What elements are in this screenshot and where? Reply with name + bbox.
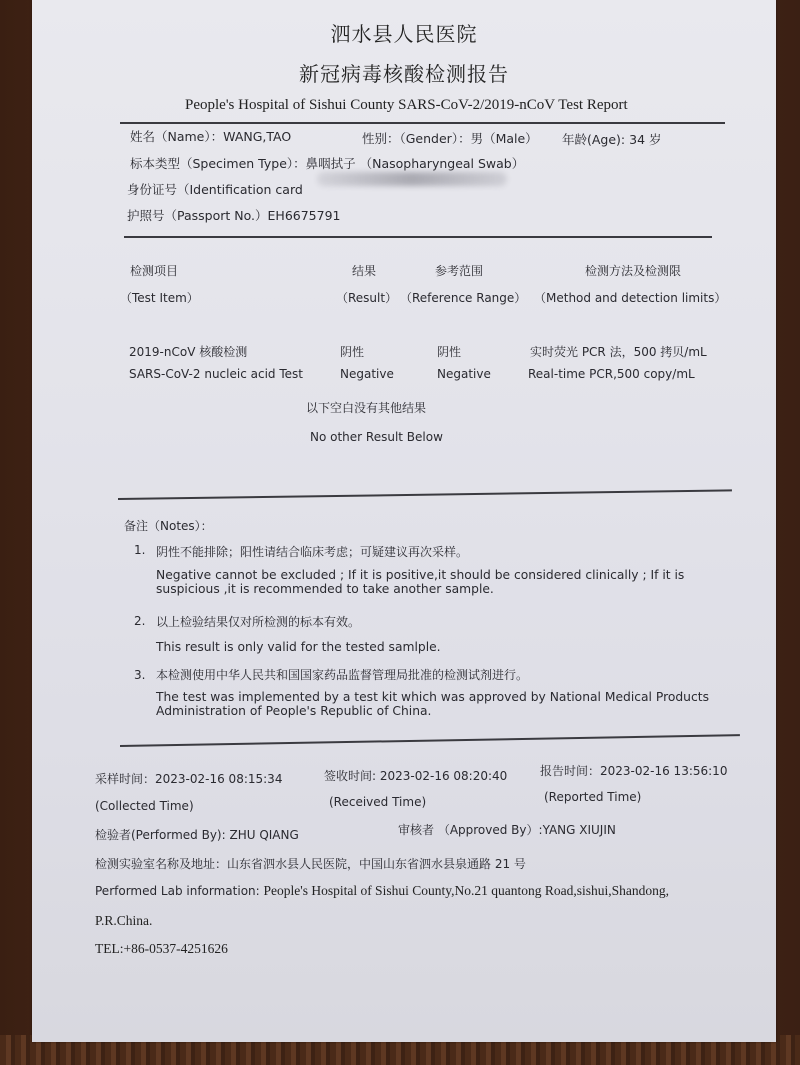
header-method-cn: 检测方法及检测限 bbox=[585, 264, 682, 278]
test-report-paper bbox=[32, 0, 776, 1042]
reference-cn: 阴性 bbox=[437, 345, 462, 359]
test-item-en: SARS-CoV-2 nucleic acid Test bbox=[129, 367, 303, 381]
note-number: 1. bbox=[134, 543, 146, 557]
lab-info-value: People's Hospital of Sishui County,No.21 quantong Road,sishui,Shandong, bbox=[263, 883, 669, 898]
header-reference-en: （Reference Range） bbox=[400, 291, 527, 305]
test-item-cn: 2019-nCoV 核酸检测 bbox=[129, 345, 248, 359]
results-divider bbox=[118, 489, 732, 499]
note-cn: 以上检验结果仅对所检测的标本有效。 bbox=[156, 615, 361, 629]
collected-time-en: (Collected Time) bbox=[95, 799, 194, 813]
header-method-en: （Method and detection limits） bbox=[534, 291, 727, 305]
reported-time-cn: 报告时间：2023-02-16 13:56:10 bbox=[540, 764, 728, 778]
redaction-blur bbox=[317, 172, 507, 186]
no-other-result-cn: 以下空白没有其他结果 bbox=[306, 401, 427, 415]
note-number: 3. bbox=[134, 668, 146, 682]
lab-info-country: P.R.China. bbox=[95, 913, 153, 928]
lab-info-en bbox=[95, 880, 669, 899]
specimen-field bbox=[130, 154, 524, 172]
id-card-label: 身份证号（Identification card bbox=[127, 182, 303, 197]
id-card-field bbox=[127, 180, 303, 198]
note-cn: 本检测使用中华人民共和国国家药品监督管理局批准的检测试剂进行。 bbox=[156, 668, 529, 682]
name-label: 姓名（Name）： bbox=[130, 129, 224, 144]
age-label: 年龄(Age): bbox=[562, 132, 626, 147]
method-cn: 实时荧光 PCR 法，500 拷贝/mL bbox=[530, 345, 707, 359]
result-cn: 阴性 bbox=[340, 345, 365, 359]
method-en: Real-time PCR,500 copy/mL bbox=[528, 367, 695, 381]
note-cn: 阴性不能排除；阳性请结合临床考虑；可疑建议再次采样。 bbox=[156, 545, 469, 559]
gender-label: 性别：（Gender）： bbox=[362, 131, 471, 146]
specimen-value: 鼻咽拭子 （Nasopharyngeal Swab） bbox=[305, 156, 525, 171]
note-en: The test was implemented by a test kit which was approved by National Medical Products Administration of People's Republic of China. bbox=[156, 690, 709, 718]
lab-address-cn: 检测实验室名称及地址：山东省泗水县人民医院，中国山东省泗水县泉通路 21 号 bbox=[95, 857, 526, 871]
received-time-en: (Received Time) bbox=[329, 795, 427, 809]
passport-label: 护照号（Passport No.） bbox=[127, 208, 268, 223]
received-time-cn: 签收时间: 2023-02-16 08:20:40 bbox=[324, 769, 508, 783]
reported-time-en: (Reported Time) bbox=[544, 790, 642, 804]
notes-title: 备注（Notes）： bbox=[124, 519, 213, 533]
note-en: Negative cannot be excluded ; If it is positive,it should be considered clinically ; If it is suspicious ,it is recommended to take another sample. bbox=[156, 568, 685, 596]
reference-en: Negative bbox=[437, 367, 491, 381]
note-en: This result is only valid for the tested samlple. bbox=[156, 640, 441, 654]
gender-value: 男（Male） bbox=[470, 131, 538, 146]
header-test-item-cn: 检测项目 bbox=[130, 264, 179, 278]
header-result-en: （Result） bbox=[336, 291, 398, 305]
name-field bbox=[130, 127, 291, 145]
no-other-result-en: No other Result Below bbox=[310, 430, 443, 444]
header-result-cn: 结果 bbox=[352, 264, 377, 278]
age-field bbox=[562, 130, 662, 148]
hospital-name-cn: 泗水县人民医院 bbox=[330, 22, 478, 46]
specimen-label: 标本类型（Specimen Type）： bbox=[130, 156, 306, 171]
name-value: WANG,TAO bbox=[223, 129, 292, 144]
header-reference-cn: 参考范围 bbox=[435, 264, 484, 278]
lab-telephone: TEL:+86-0537-4251626 bbox=[95, 941, 228, 956]
passport-field bbox=[127, 206, 340, 224]
passport-value: EH6675791 bbox=[267, 208, 341, 223]
patient-divider bbox=[124, 236, 712, 238]
gender-field bbox=[362, 129, 538, 147]
notes-divider bbox=[120, 734, 740, 746]
lab-info-label: Performed Lab information: bbox=[95, 884, 264, 898]
header-test-item-en: （Test Item） bbox=[120, 291, 199, 305]
performed-by: 检验者(Performed By): ZHU QIANG bbox=[95, 828, 299, 842]
collected-time-cn: 采样时间：2023-02-16 08:15:34 bbox=[95, 772, 283, 786]
report-title-cn: 新冠病毒核酸检测报告 bbox=[299, 62, 509, 86]
approved-by: 审核者 （Approved By）:YANG XIUJIN bbox=[398, 823, 616, 837]
header-divider bbox=[120, 122, 725, 124]
report-title-en: People's Hospital of Sishui County SARS-CoV-2/2019-nCoV Test Report bbox=[185, 97, 628, 113]
age-value: 34 岁 bbox=[629, 132, 662, 147]
result-en: Negative bbox=[340, 367, 394, 381]
note-number: 2. bbox=[134, 614, 146, 628]
